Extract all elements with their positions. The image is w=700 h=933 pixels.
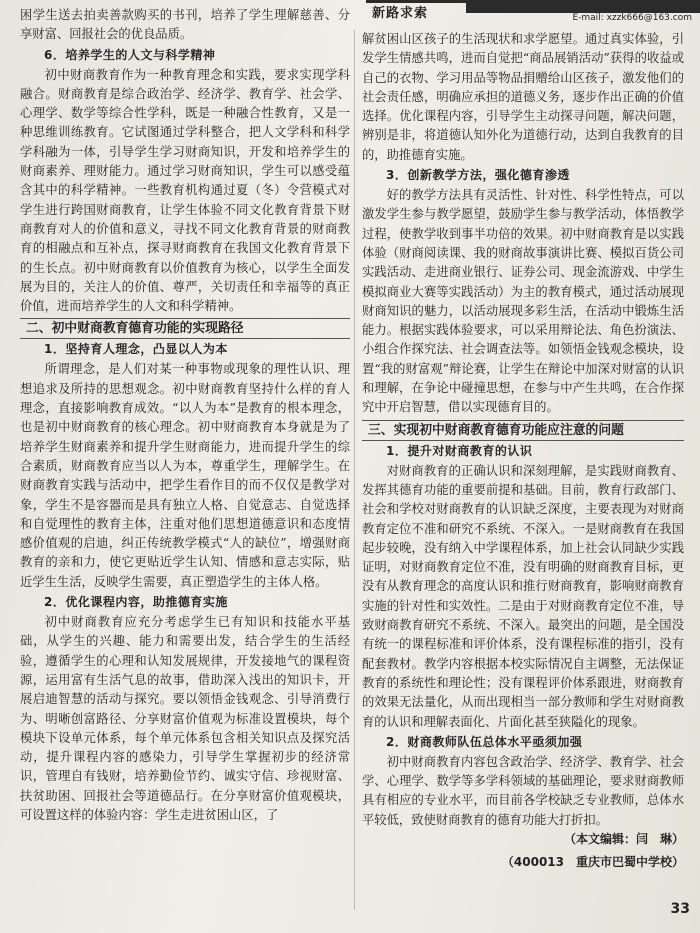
- paragraph: 对财商教育的正确认识和深刻理解，是实践财商教育、发挥其德育功能的重要前提和基础。目前，教育行政部门、社会和学校对财商教育的认识缺乏深度，主要表现为对财商教育定位不准和研究不系统、不深入。一是财商教育在我国起步较晚，没有纳入中学课程体系，加上社会认同缺少实践证明，对财商教育定位不准，没有明确的财商教育目标，更没有从教育理念的高度认识和推行财商教育，影响财商教育实施的针对性和实效性。二是由于对财商教育定位不准，导致财商教育研究不系统、不深入。最突出的问题，是全国没有统一的课程标准和评价体系，没有课程标准的指引，没有配套教材。教学内容根据本校实际情况自主调整，无法保证教育的系统性和理论性；没有课程评价体系跟进，财商教育的效果无法量化，从而出现相当一部分教师和学生对财商教育的认识和理解表面化、片面化甚至狭隘化的现象。: [362, 463, 684, 729]
- paragraph: 初中财商教育应充分考虑学生已有知识和技能水平基础，从学生的兴趣、能力和需要出发，结合学生的生活经验，遵循学生的心理和认知发展规律，开发接地气的课程资源，运用富有生活气息的故事，借助深入浅出的知识卡，开展启迪智慧的活动与探究。要以领悟金钱观念、引导消费行为、明晰创富路径、分享财富价值观为标准设置模块，每个模块下设单元体系，每个单元体系包含相关知识点及探究活动，提升课程内容的感染力，引导学生掌握初步的经济常识，管理自有钱财，培养勤俭节约、诚实守信、珍视财富、扶贫助困、回报社会等道德品行。在分享财富价值观模块，可设置这样的体验内容：学生走进贫困山区，了: [20, 615, 350, 822]
- paragraph: 困学生送去拍卖善款购买的书刊，培养了学生理解慈善、分享财富、回报社会的优良品质。: [20, 8, 350, 42]
- paragraph: 初中财商教育内容包含政治学、经济学、教育学、社会学、心理学、数学等多学科领域的基础理论，要求财商教师具有相应的专业水平，而目前各学校缺乏专业教师，总体水平较低，致使财商教育的德育功能大打折扣。: [362, 754, 684, 827]
- left-column: [20, 6, 350, 825]
- editor-credit: （本文编辑：闫 琳）: [563, 831, 684, 846]
- paragraph: 好的教学方法具有灵活性、针对性、科学性特点，可以激发学生参与教学愿望，鼓励学生参与教学活动，体悟教学过程，使教学收到事半功倍的效果。初中财商教育是以实践体验（财商阅读课、我的财商故事演讲比赛、模拟百货公司实践活动、走进商业银行、证券公司、现金流游戏、中学生模拟商业大赛等实践活动）为主的教育模式，通过活动展现财商知识的魅力，以活动展现多彩生活，在活动中锻炼生活能力。根据实践体验要求，可以采用辩论法、角色扮演法、小组合作探究法、社会调查法等。如领悟金钱观念模块，设置“我的财富观”辩论赛，让学生在辩论中加深对财富的认识和理解，在争论中碰撞思想，在参与中产生共鸣，在合作探究中开启智慧，借以实现德育目的。: [362, 188, 684, 415]
- section-heading: 三、实现初中财商教育德育功能应注意的问题: [362, 420, 684, 441]
- right-column: [362, 30, 684, 873]
- column-divider: [354, 30, 355, 910]
- subheading: 1．提升对财商教育的认识: [386, 443, 533, 458]
- subheading: 2．财商教师队伍总体水平亟须加强: [386, 734, 583, 749]
- subheading: 6．培养学生的人文与科学精神: [44, 47, 216, 62]
- author-affiliation: （400013 重庆市巴蜀中学校）: [501, 855, 684, 870]
- section-heading: 二、初中财商教育德育功能的实现路径: [20, 318, 350, 339]
- subheading: 3．创新教学方法，强化德育渗透: [386, 168, 570, 183]
- header-banner: [466, 0, 700, 13]
- page-header: [366, 0, 700, 26]
- page-number: 33: [670, 901, 690, 917]
- paragraph: 所谓理念，是人们对某一种事物或现象的理性认识、理想追求及所持的思想观念。初中财商教育坚持什么样的育人理念，直接影响教育成效。“以人为本”是教育的根本理念，也是初中财商教育的核心理念。初中财商教育本身就是为了培养学生财商素养和提升学生财商能力，进而提升学生的综合素质，财商教育应当以人为本，尊重学生，理解学生。在财商教育实践与活动中，把学生看作目的而不仅仅是教学对象，学生不是容器而是具有独立人格、自觉意志、自觉选择和自觉理性的教育主体，注重对他们思想道德意识和态度情感价值观的启迪，纠正传统教学模式“人的缺位”，增强财商教育的亲和力，使它更贴近学生认知、情感和意志实际，贴近学生生活，反映学生需要，真正塑造学生的主体人格。: [20, 362, 350, 589]
- header-email: E-mail: xzzk666@163.com: [572, 13, 692, 23]
- paragraph: 初中财商教育作为一种教育理念和实践，要求实现学科融合。财商教育是综合政治学、经济学、教育学、社会学、心理学、数学等综合性学科，既是一种融合性教育，又是一种思维训练教育。它试图通过学科整合，把人文学科和科学学科融为一体，引导学生学习财商知识，开发和培养学生的财商素养、理财能力。通过学习财商知识，学生可以感受蕴含其中的科学精神。一些教育机构通过夏（冬）令营模式对学生进行跨国财商教育，让学生体验不同文化教育背景下财商教育对人的价值和意义，寻找不同文化教育背景的财商教育的相融点和互补点，探寻财商教育在我国文化教育背景下的生长点。初中财商教育以价值教育为核心，以学生全面发展为目的，关注人的价值、尊严，关切责任和幸福等的真正价值，进而培养学生的人文和科学精神。: [20, 67, 350, 314]
- subheading: 1．坚持育人理念，凸显以人为本: [44, 342, 228, 357]
- subheading: 2．优化课程内容，助推德育实施: [44, 595, 228, 610]
- column-title: 新路求索: [372, 6, 429, 21]
- paragraph: 解贫困山区孩子的生活现状和求学愿望。通过真实体验，引发学生情感共鸣，进而自觉把“商品展销活动”获得的收益或自己的衣物、学习用品等物品捐赠给山区孩子，激发他们的社会责任感，明确应承担的道德义务，逐步作出正确的价值选择。优化课程内容，引导学生主动探寻问题，解决问题，辨别是非，将道德认知外化为道德行动，达到自我教育的目的，助推德育实施。: [362, 32, 684, 162]
